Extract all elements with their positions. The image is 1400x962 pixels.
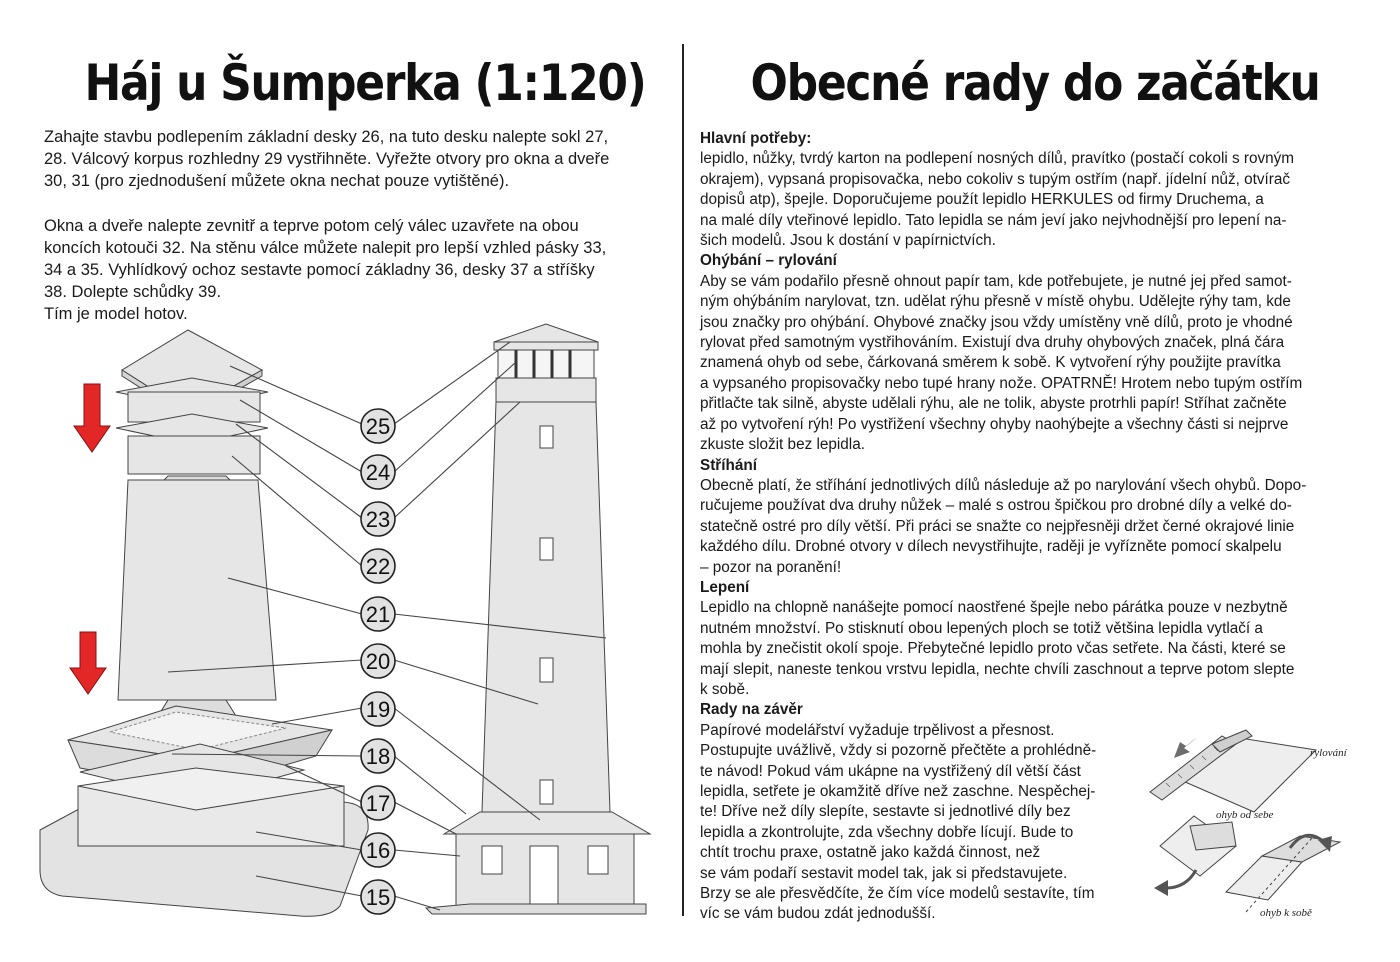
advice-line: ručujeme používat dva druhy nůžek – malé s ostrou špičkou pro drobné díly a velké do- [700,497,1292,515]
instruction-line: 34 a 35. Vyhlídkový ochoz sestavte pomocí základny 36, desky 37 a stříšky [44,261,595,280]
gray-arrow-icon [1174,738,1196,758]
advice-line: víc se vám budou zdát jednodušší. [700,905,936,923]
label-scoring: rylování [1310,747,1347,759]
section-heading: Rady na závěr [700,701,803,719]
advice-line: mají slepit, naneste tenkou vrstvu lepidla, nechte chvíli zaschnout a teprve potom slepte [700,660,1295,678]
advice-line: Lepidlo na chlopně nanášejte pomocí naostřené špejle nebo párátka pouze v nezbytně [700,599,1288,617]
advice-line: Papírové modelářství vyžaduje trpělivost a přesnost. [700,721,1055,739]
advice-line: lepidla, setřete je okamžitě dříve než zaschne. Nespěchej- [700,783,1096,800]
lighthouse-gallery [444,812,650,834]
advice-line: přitlačte tak silně, abyste udělali rýhu, ale ne tolik, abyste protrhli papír! Stříhat začněte [700,395,1287,413]
lighthouse-roof [494,324,598,342]
advice-line: znamená ohyb od sebe, čárkovaná směrem k sobě. K vytvoření rýhy použijte pravítka [700,354,1281,372]
advice-line: – pozor na poranění! [700,558,842,576]
assembly-instructions [44,126,672,326]
instruction-line: 38. Dolepte schůdky 39. [44,283,222,302]
red-arrow-icon [70,632,106,694]
advice-line: rylovat před samotným vystřihováním. Existují dva druhy ohybových značek, plná čára [700,334,1285,352]
advice-line: Obecně platí, že stříhání jednotlivých dílů následuje až po narylování všech ohybů. Dopo- [700,476,1307,494]
instruction-line: 28. Válcový korpus rozhledny 29 vystřihněte. Vyřežte otvory pro okna a dveře [44,150,610,169]
callout-number: 19 [365,697,391,722]
advice-line: chtít trochu praxe, ostatně jako každá činnost, než [700,844,1041,862]
label-fold-toward: ohyb k sobě [1260,907,1312,919]
advice-line: te! Dříve než díly slepíte, sestavte si jednotlivé díly bez [700,803,1071,821]
right-page-title: Obecné rady do začátku [750,54,1320,112]
advice-line: každého dílu. Drobné otvory v dílech nevystřihujte, raději je vyřízněte pomocí skalpelu [700,538,1282,556]
advice-line: k sobě. [700,680,750,698]
advice-line: Postupujte uvážlivě, vždy si pozorně přečtěte a prohlédně- [700,742,1097,760]
advice-line: lepidla a zkontrolujte, zda všechny dobře lícují. Bude to [700,823,1074,841]
advice-line: nutném množství. Po stisknutí obou lepených ploch se totiž většina lepidla vytlačí a [700,619,1263,637]
advice-line: dopisů atp), špejle. Doporučujeme použít lepidlo HERKULES od firmy Druchema, a [700,191,1264,209]
callout-number: 17 [365,791,391,816]
advice-line: šich modelů. Jsou k dostání v papírnictvích. [700,232,996,250]
advice-line: ným ohýbáním narylovat, tzn. udělat rýhu přesně v místě ohybu. Udělejte rýhy tam, kde [700,293,1291,311]
advice-line: a vypsaného propisovačky nebo tupé hrany nože. OPATRNĚ! Hrotem nebo tupým ostřím [700,374,1303,392]
advice-line: te návod! Pokud vám ukápne na vystřižený díl větší část [700,762,1081,780]
curved-arrow-icon [1166,870,1196,888]
callout-number: 16 [365,838,391,863]
left-page-title: Háj u Šumperka (1:120) [84,54,646,112]
callout-number: 18 [365,744,391,769]
lighthouse-lantern [498,350,594,378]
callout-number: 24 [365,460,391,485]
callout-number: 21 [365,602,391,627]
callout-number: 23 [365,507,391,532]
lighthouse-tower [482,402,610,812]
part-gallery-lower [128,436,260,474]
page-divider [682,44,684,916]
advice-line: lepidlo, nůžky, tvrdý karton na podlepení nosných dílů, pravítko (postačí cokoli s rovným [700,150,1295,168]
scoring-paper [1176,738,1316,812]
instruction-line: Okna a dveře nalepte zevnitř a teprve potom celý válec uzavřete na obou [44,216,579,235]
section-heading: Hlavní potřeby: [700,130,812,147]
advice-line: zkuste složit bez lepidla. [700,436,865,454]
section-heading: Ohýbání – rylování [700,252,837,270]
advice-line: okrajem), vypsaná propisovačka, nebo cokoliv s tupým ostřím (např. jídelní nůž, otvírač [700,170,1291,188]
advice-line: statečně ostré pro díly větší. Při práci se snažte co nejpřesněji držet černé okrajové linie [700,517,1295,535]
callout-number: 15 [365,885,391,910]
callout-number: 20 [365,649,391,674]
advice-line: se vám podaří sestavit model tak, jak si představujete. [700,864,1068,882]
advice-line: jsou značky pro ohýbání. Ohybové značky jsou vždy umístěny vně dílů, proto je vhodné [700,313,1293,331]
folding-technique-figure [1140,720,1380,930]
section-heading: Lepení [700,578,750,596]
advice-line: Aby se vám podařilo přesně ohnout papír tam, kde potřebujete, je nutné jej před samot- [700,272,1292,290]
exploded-assembly-illustration [0,310,680,950]
label-fold-away: ohyb od sebe [1216,809,1274,821]
advice-line: mohla by znečistit okolí spoje. Přebytečné lepidlo proto včas setřete. Na části, které se [700,640,1286,658]
section-heading: Stříhání [700,456,757,474]
instruction-line: 30, 31 (pro zjednodušení můžete okna nechat pouze vytištěné). [44,172,510,191]
advice-line: Brzy se ale přesvědčíte, že čím více modelů sestavíte, tím [700,885,1095,903]
instruction-line: Zahajte stavbu podlepením základní desky 26, na tuto desku nalepte sokl 27, [44,128,609,146]
callout-number: 22 [365,554,391,579]
advice-line: až po vytvoření rýh! Po vystřižení všechny ohyby naohýbejte a všechny části si nejprve [700,415,1289,433]
callout-number: 25 [365,414,391,439]
red-arrow-icon [74,384,110,452]
instruction-line: Tím je model hotov. [44,305,188,324]
advice-line: na malé díly vteřinové lepidlo. Tato lepidla se nám jeví jako nejvhodnější pro lepení na- [700,211,1287,229]
instruction-line: koncích kotouči 32. Na stěnu válce můžete nalepit pro lepší vzhled pásky 33, [44,238,607,257]
